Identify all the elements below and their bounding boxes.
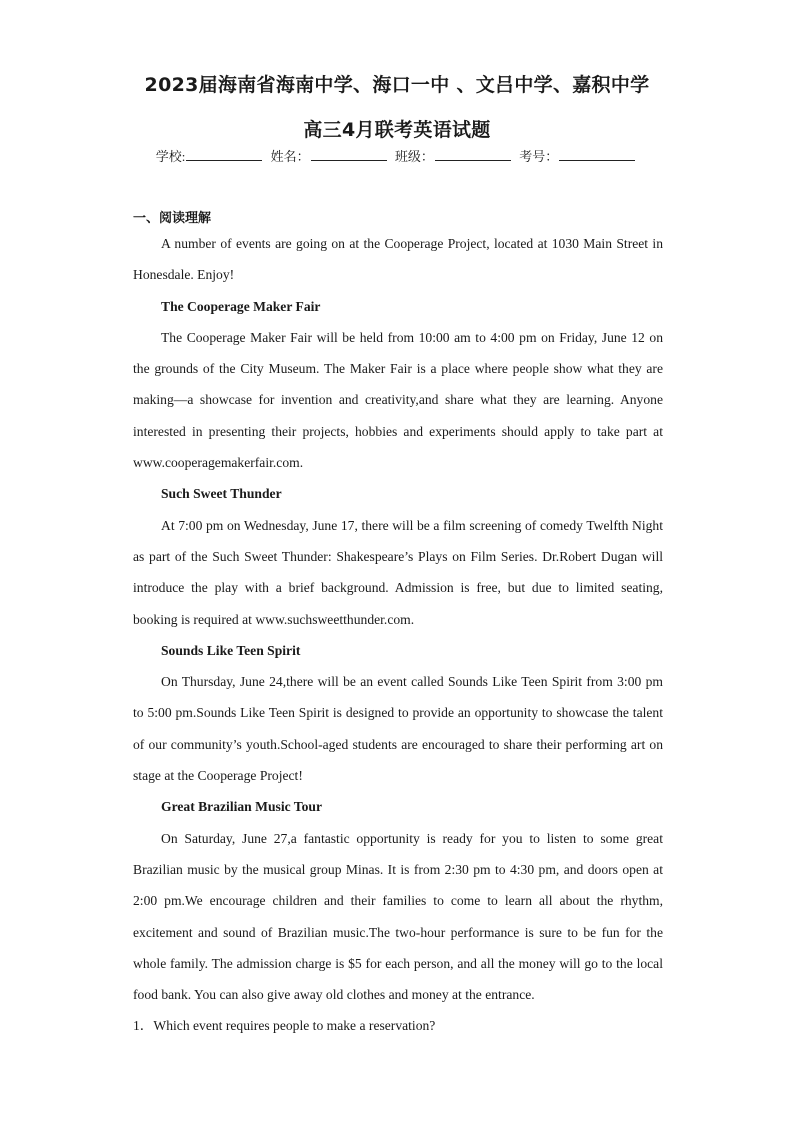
event-heading: Such Sweet Thunder — [161, 486, 282, 502]
exam-title-line2: 高三4月联考英语试题 — [303, 119, 491, 141]
event-body: The Cooperage Maker Fair will be held from 10:00 am to 4:00 pm on Friday, June 12 on the grounds of the City Museum. The Maker Fair is a place where people show what they are making—a showcase for invention and creativity,and share what they are learning. Anyone interested in presenting their projects, hobbies and experiments should apply to take part at www.cooperagemakerfair.com. — [133, 329, 663, 471]
school-field-blank[interactable] — [186, 148, 262, 161]
class-field-blank[interactable] — [435, 148, 511, 161]
student-info-fields — [0, 146, 794, 165]
event-body: At 7:00 pm on Wednesday, June 17, there will be a film screening of comedy Twelfth Night as part of the Such Sweet Thunder: Shakespeare’s Plays on Film Series. Dr.Robert Dugan will introduce the play with a brief background. Admission is free, but due to limited seating, booking is required at www.suchsweetthunder.com. — [133, 517, 663, 627]
section-title: 一、阅读理解 — [133, 211, 212, 226]
event-body: On Saturday, June 27,a fantastic opportunity is ready for you to listen to some great Brazilian music by the musical group Minas. It is from 2:30 pm to 4:30 pm, and doors open at 2:00 pm.We encourage children and their families to come to learn all about the rhythm, excitement and sound of Brazilian music.The two-hour performance is sure to be fun for the whole family. The admission charge is $5 for each person, and all the money will go to the local food bank. You can also give away old clothes and money at the entrance. — [133, 830, 663, 1003]
event-body: On Thursday, June 24,there will be an event called Sounds Like Teen Spirit from 3:00 pm to 5:00 pm.Sounds Like Teen Spirit is designed to provide an opportunity to showcase the talent of our community’s youth.School-aged students are encouraged to share their performing art on stage at the Cooperage Project! — [133, 674, 663, 784]
name-field-blank[interactable] — [311, 148, 387, 161]
exam-number-field-blank[interactable] — [559, 148, 635, 161]
reading-passage — [133, 228, 663, 1042]
class-field-label: 班级： — [394, 149, 434, 164]
exam-number-field-label: 考号： — [519, 149, 559, 164]
event-heading: Great Brazilian Music Tour — [161, 799, 322, 815]
passage-intro: A number of events are going on at the Cooperage Project, located at 1030 Main Street in Honesdale. Enjoy! — [133, 236, 663, 283]
event-heading: Sounds Like Teen Spirit — [161, 642, 301, 658]
question-1: 1．Which event requires people to make a reservation? — [133, 1018, 436, 1034]
exam-title-line1: 2023届海南省海南中学、海口一中 、文吕中学、嘉积中学 — [144, 74, 650, 96]
school-field-label: 学校: — [155, 149, 186, 164]
event-heading: The Cooperage Maker Fair — [161, 298, 321, 314]
name-field-label: 姓名： — [270, 149, 310, 164]
